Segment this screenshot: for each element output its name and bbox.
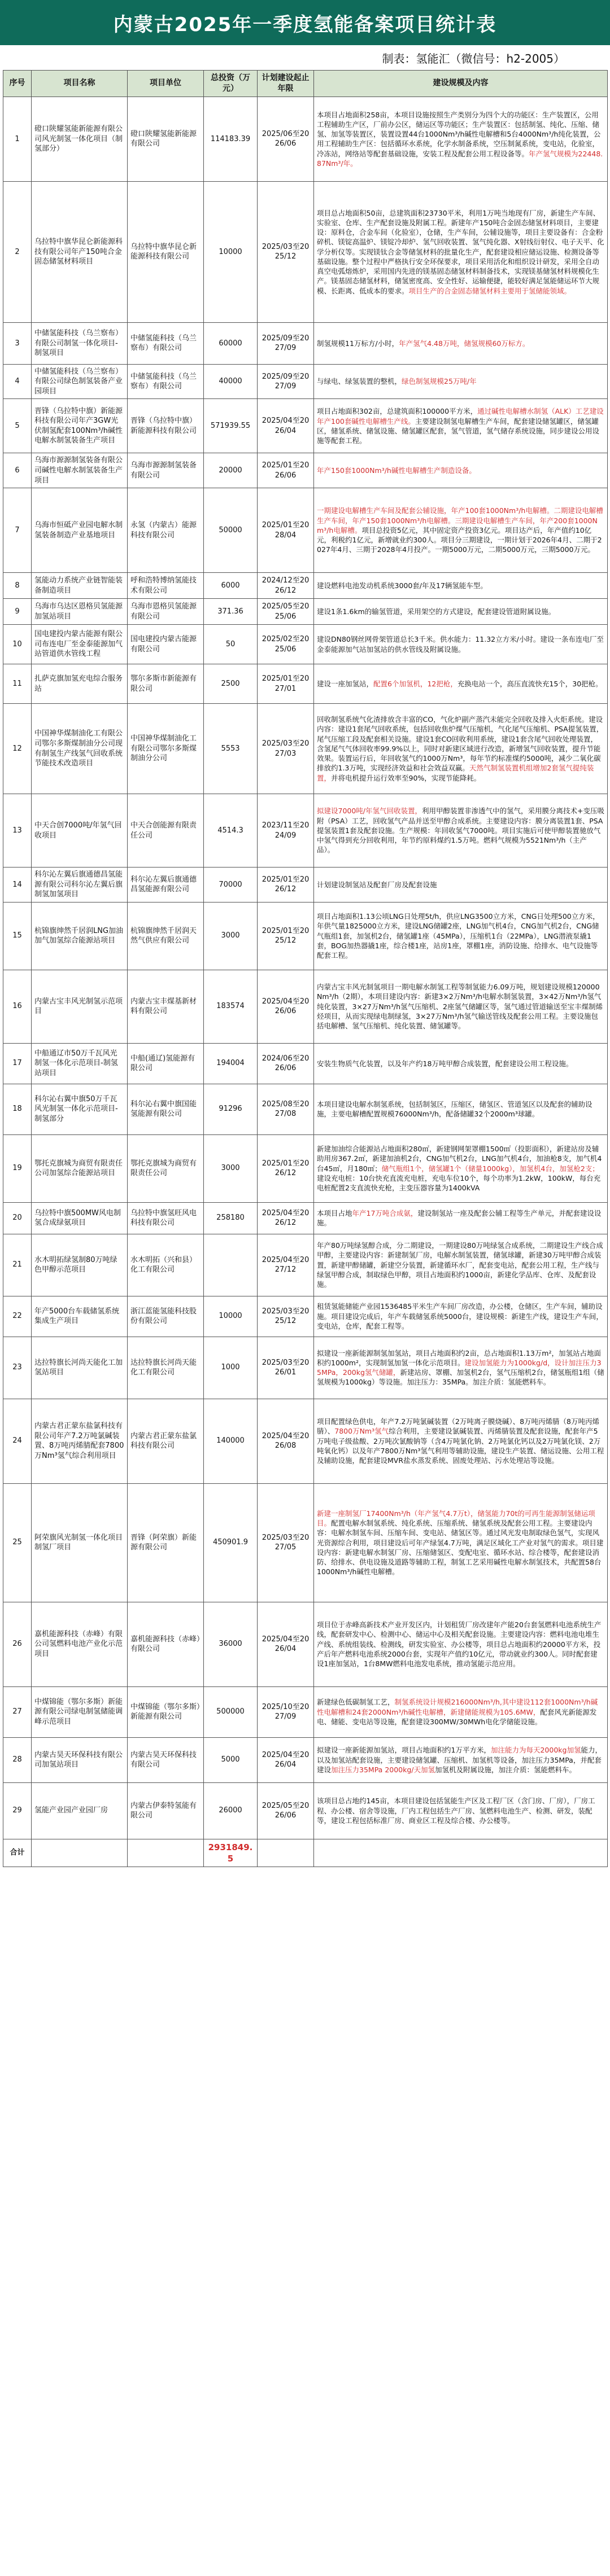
cell-project-name: 嘉机能源科技（赤峰）有限公司氢燃料电池产业化示范项目	[32, 1602, 128, 1686]
cell-period: 2025/03至2025/12	[258, 181, 314, 322]
cell-no: 25	[3, 1483, 32, 1602]
cell-project-name: 乌拉特中旗500MW风电制氢合成绿氨项目	[32, 1202, 128, 1234]
cell-investment: 194004	[204, 1043, 258, 1084]
cell-project-name: 中国神华煤制油化工有限公司鄂尔多斯煤制油分公司现有制氢生产线氢气回收系统节能技术改造项目	[32, 704, 128, 794]
scope-text: 主要建设制氢电解槽生产车间，配套建设储氢罐区，储氢罐区，储氢系统、储氢设施、储氢罐区配套，氢气管道，氢气储存系统设施，同步建设公用设施等配套工程。	[317, 417, 600, 445]
cell-investment: 114183.39	[204, 97, 258, 181]
cell-investment: 26000	[204, 1782, 258, 1839]
header-name: 项目名称	[32, 71, 128, 97]
cell-project-unit: 内蒙古昊天环保科技有限公司	[128, 1737, 204, 1782]
scope-text: 利用甲醇装置非渗透气中的氢气，采用膜分离技术+变压吸附（PSA）工艺，回收氢气产品并送至甲醇合成系统。主要建设内容：膜分离装置1套、PSA提氢装置1套及配套设施。生产规模：年回收氢气7000吨。项目实施后可使甲醇装置驰放气中氢气得到充分回收利用，年节约原料煤约1.5万吨。燃料气规模为5521Nm³/h（主产品）。	[317, 807, 605, 855]
cell-no: 29	[3, 1782, 32, 1839]
scope-text: 并将电机提升运行效率至90%，实现节能降耗。	[331, 773, 481, 782]
cell-project-unit: 呼和浩特博纳氢能技术有限公司	[128, 573, 204, 599]
cell-project-unit: 中储氢能科技（乌兰察布）有限公司	[128, 364, 204, 399]
cell-project-unit: 乌海市恩格贝氢能源有限公司	[128, 599, 204, 625]
cell-scope	[314, 1084, 608, 1134]
cell-no: 16	[3, 970, 32, 1043]
cell-project-unit: 科尔沁右翼中旗国能氢能源有限公司	[128, 1084, 204, 1134]
cell-project-name: 中煤锦能（鄂尔多斯）新能源有限公司绿电制氢储能调峰示范项目	[32, 1686, 128, 1737]
cell-no: 24	[3, 1399, 32, 1483]
cell-period: 2025/04至2026/12	[258, 1202, 314, 1234]
scope-highlight: 制氢系统设计规模216000Nm³/h,其中建设112套1000Nm³/h碱性电解槽和24套2000Nm³/h碱性电解槽，新建储能规模为105.6MW，	[317, 1698, 598, 1716]
cell-project-unit: 晋锋（乌拉特中旗）新能源科技有限公司	[128, 399, 204, 453]
scope-text: 年产80万吨绿氢醇合成，分二期建设，一期建设80万吨绿氢合成系统，二期建设生产线合成甲醇，主要建设内容：新建制氢厂房，电解水制氢装置，储氢球罐，新建30万吨甲醇合成装置，新建甲醇储罐，新建空分装置，新建循环水厂，配套变电站，配套公用工程，生产线与绿氢甲醇合成，制取绿色甲醇，项目占地面积约1000亩，新建化学品库、仓库、及配套设施。	[317, 1241, 603, 1289]
scope-highlight: 新建一座制氢厂17400Nm³/h（年产氢气4.7万t），储氢能力70t的可再生能源制氢储运项目。	[317, 1509, 595, 1528]
scope-text: 能力，以及加氢站配套设施，主要建设储氢罐、压缩机、加氢机等设备，加注压力35MPa，并配套建设	[317, 1746, 602, 1774]
cell-project-unit: 内蒙古君正蒙东盐氯科技有限公司	[128, 1399, 204, 1483]
cell-project-name: 氢能产业园产业园厂房	[32, 1782, 128, 1839]
scope-text: 与绿电、绿氢装置的整机，	[317, 377, 402, 386]
scope-text: 新建站房、罩棚、加氢机2台，氢气压缩机2台，储氢瓶组1组（储氢规模为1000kg）等设施。加注压力：35MPa。加注介质：氢能燃料车。	[317, 1368, 604, 1387]
cell-period: 2023/11至2024/09	[258, 794, 314, 868]
cell-no: 10	[3, 625, 32, 664]
cell-period: 2025/01至2028/04	[258, 488, 314, 573]
total-row	[3, 1839, 608, 1867]
cell-project-name: 杭锦旗绅然千居润LNG加油加气加氢综合能源站项目	[32, 902, 128, 970]
scope-text: 回收制氢系统气化渣排放含丰富的CO，气化炉副产蒸汽未能完全回收及排入火炬系统。建设内容：建设1套尾气回收系统，包括回收焦炉煤气压缩机，气化尾气压缩机、PSA提氢装置，尾气压缩工段及配套相关设施。建设1套CO回收利用系统，建设1套含尾气回收处理装置，含氢尾气气体回收率99.9%以上，同时对新建区域进行改造，新增氢气回收装置，提升节能效果。装置运行后，年回收氢气约1000万Nm³，每年节约标准煤约5000吨，减少二氧化碳排放约1.3万吨，实现经济效益和社会效益双赢。	[317, 715, 604, 773]
cell-project-unit: 杭锦旗绅然千居润天然气供应有限公司	[128, 902, 204, 970]
cell-project-name: 年产5000台车载储氢系统集成生产项目	[32, 1296, 128, 1337]
cell-project-unit: 水木明拓（兴和县）化工有限公司	[128, 1234, 204, 1296]
cell-project-name: 氢能动力系统产业链智能装备制造项目	[32, 573, 128, 599]
cell-scope	[314, 97, 608, 181]
scope-text: 租赁氢能储能产业园1536485平米生产车间厂房改造，办公楼，仓储区，生产车间，辅助设施。项目建设完成后，年产车载储氢系统5000台，建设规模：新建生产线，建设生产车间，变电站，仓库，配套工程等。	[317, 1302, 603, 1330]
table-row	[3, 1602, 608, 1686]
cell-scope	[314, 902, 608, 970]
cell-period: 2025/01至2026/12	[258, 868, 314, 903]
scope-highlight: 建设加氢能力为1000kg/d，设计加注压力35MPa，200kg氢气储罐，	[317, 1358, 602, 1377]
table-row	[3, 794, 608, 868]
scope-text: 建设燃料电池发动机系统3000套/年及17辆氢能车型。	[317, 581, 487, 590]
scope-text: 加氢机及附属设施，加注介质：氢能燃料车。	[435, 1765, 577, 1774]
cell-scope	[314, 1043, 608, 1084]
cell-period: 2025/05至2025/06	[258, 599, 314, 625]
table-row	[3, 364, 608, 399]
cell-period: 2025/03至2025/12	[258, 1296, 314, 1337]
cell-project-name: 阿荣旗风光制氢一体化项目制氢厂项目	[32, 1483, 128, 1602]
cell-investment: 60000	[204, 322, 258, 364]
cell-scope	[314, 970, 608, 1043]
cell-project-unit: 科尔沁左翼后旗通德昌氢能源有限公司	[128, 868, 204, 903]
cell-project-name: 内蒙古昊天环保科技有限公司加氢站项目	[32, 1737, 128, 1782]
cell-scope	[314, 573, 608, 599]
scope-highlight: 加注能力为每天2000kg加氢	[490, 1746, 581, 1755]
scope-text: 新建加油综合能源站占地面积280㎡，新建钢网架罩棚1500㎡（投影面积），新建站房及辅助用房367.2㎡，新建加油机2台，CNG加气机2台，LNG加气机4台，加油枪8支，加气机4台45㎡，月180㎡；	[317, 1145, 602, 1173]
cell-project-unit: 乌拉特中旗氢旺风电科技有限公司	[128, 1202, 204, 1234]
cell-project-name: 乌海市源源制氢装备有限公司碱性电解水制氢装备生产项目	[32, 453, 128, 488]
table-row	[3, 1134, 608, 1202]
cell-no: 2	[3, 181, 32, 322]
cell-no: 15	[3, 902, 32, 970]
cell-investment: 450901.9	[204, 1483, 258, 1602]
scope-text: 新建绿色低碳制氢工艺，	[317, 1698, 395, 1707]
cell-no: 22	[3, 1296, 32, 1337]
cell-no: 13	[3, 794, 32, 868]
cell-no: 27	[3, 1686, 32, 1737]
total-empty-cell	[128, 1839, 204, 1867]
cell-period: 2025/10至2027/09	[258, 1686, 314, 1737]
cell-project-name: 达拉特旗长河尚天能化工加氢站项目	[32, 1337, 128, 1399]
cell-project-unit: 晋锋（阿荣旗）新能源有限公司	[128, 1483, 204, 1602]
table-row	[3, 704, 608, 794]
cell-period: 2025/04至2026/08	[258, 1399, 314, 1483]
cell-period: 2025/04至2026/04	[258, 399, 314, 453]
cell-investment: 50	[204, 625, 258, 664]
cell-period: 2025/03至2027/03	[258, 704, 314, 794]
cell-scope	[314, 625, 608, 664]
table-row	[3, 1084, 608, 1134]
table-row	[3, 1234, 608, 1296]
cell-scope	[314, 1686, 608, 1737]
cell-period: 2025/05至2026/06	[258, 1782, 314, 1839]
scope-text: 项目占地面积302亩，总建筑面积100000平方米，	[317, 407, 478, 416]
cell-period: 2025/03至2027/05	[258, 1483, 314, 1602]
cell-period: 2025/06至2026/06	[258, 97, 314, 181]
scope-text: 项目总投资5亿元，其中固定资产投资3亿元。项目达产后，年产值约10亿元，利税约1亿元，新增就业约300人。项目分三期建设，一期计划于2026年4月、二期于2027年4月、三期于2028年4月投产。一期5000万元，二期5000万元，三期5000万元。	[317, 525, 602, 554]
cell-scope	[314, 599, 608, 625]
cell-investment: 5553	[204, 704, 258, 794]
cell-project-unit: 乌海市源源制氢装备有限公司	[128, 453, 204, 488]
cell-investment: 5000	[204, 1737, 258, 1782]
cell-investment: 36000	[204, 1602, 258, 1686]
scope-highlight: 7800万Nm³氢气	[334, 1427, 389, 1436]
table-row	[3, 1782, 608, 1839]
cell-project-unit: 内蒙古伊泰特氢能有限公司	[128, 1782, 204, 1839]
total-value: 2931849.5	[204, 1839, 258, 1867]
cell-scope	[314, 1234, 608, 1296]
cell-investment: 10000	[204, 181, 258, 322]
cell-no: 5	[3, 399, 32, 453]
cell-period: 2025/01至2027/01	[258, 664, 314, 704]
cell-project-name: 水木明拓绿氢制80万吨绿色甲醇示范项目	[32, 1234, 128, 1296]
cell-project-name: 中储氢能科技（乌兰察布）有限公司制氢一体化项目-制氢项目	[32, 322, 128, 364]
scope-text: 项目占地面积1.13公顷LNG日处理5t/h，供应LNG3500立方米，CNG日处理500立方米，年供气量1825000立方米，建设LNG储罐2座，LNG加气机4台，CNG加气机2台，CNG储气瓶组1套，加氢机2台，储氢罐1座（45MPa），压缩机1台（22MPa），LNG潜液泵撬1套，BOG加热器撬1座，综合楼1座，站房1座，罩棚1座，消防设施、给排水、电气设施等配套工程。	[317, 912, 600, 960]
cell-period: 2025/02至2025/06	[258, 625, 314, 664]
cell-investment: 6000	[204, 573, 258, 599]
page-title: 内蒙古2025年一季度氢能备案项目统计表	[0, 0, 610, 45]
cell-project-name: 科尔沁右翼中旗50万千瓦风光制氢一体化示范项目-制氢部分	[32, 1084, 128, 1134]
cell-scope	[314, 1399, 608, 1483]
table-row	[3, 1399, 608, 1483]
cell-investment: 10000	[204, 1296, 258, 1337]
scope-highlight: 配置6个加氢机，12把枪，	[373, 679, 457, 688]
table-row	[3, 1296, 608, 1337]
cell-investment: 91296	[204, 1084, 258, 1134]
table-row	[3, 1686, 608, 1737]
scope-text: 本项目占地面积258亩，本项目设施按照生产类别分为四个大的功能区：生产装置区，公用工程辅助生产区，厂前办公区，储运区等功能区；生产装置区：包括制氢、纯化、压缩、储氢、加氢等装置区，装置设置44台1000Nm³/h碱性电解槽和5台4000Nm³/h纯化装置，公用工程辅助生产区：包括循环水系统，化学水制备系统，空压制氮系统，变电站，化验室，冷冻站，网络站等配套基础设施，安装工程及配套公用工程设备等。	[317, 110, 601, 158]
scope-text: 建设充电桩：10台快充直流充电桩，充电车位10个，每个功率为1.2kW，100kW，每台充电桩配置2支直流快充枪，主变压器容量为1400kVA	[317, 1173, 601, 1193]
cell-scope	[314, 1296, 608, 1337]
cell-project-name: 国电建投内蒙古能源有限公司布连电厂至金泰能源加气站管道供水管线工程	[32, 625, 128, 664]
cell-project-unit: 嘉机能源科技（赤峰）有限公司	[128, 1602, 204, 1686]
table-row	[3, 399, 608, 453]
scope-text: 本项目建设电解水制氢系统，包括制氢区，压缩区，储氢区、管道氢区以及配套的辅助设施，主要电解槽配置规模76000Nm³/h，配备储罐32个2000m³球罐。	[317, 1099, 592, 1119]
cell-project-name: 乌海市乌达区恩格贝氢能源加氢站项目	[32, 599, 128, 625]
cell-scope	[314, 1737, 608, 1782]
cell-period: 2025/01至2026/12	[258, 1134, 314, 1202]
cell-no: 3	[3, 322, 32, 364]
cell-investment: 371.36	[204, 599, 258, 625]
cell-investment: 20000	[204, 453, 258, 488]
cell-no: 8	[3, 573, 32, 599]
cell-project-unit: 国电建投内蒙古能源有限公司	[128, 625, 204, 664]
cell-project-unit: 中煤锦能（鄂尔多斯）新能源有限公司	[128, 1686, 204, 1737]
cell-period: 2025/08至2027/08	[258, 1084, 314, 1134]
scope-text: 本项目占地	[317, 1208, 352, 1217]
cell-period: 2025/03至2026/01	[258, 1337, 314, 1399]
project-table	[3, 70, 608, 1867]
cell-investment: 1000	[204, 1337, 258, 1399]
cell-scope	[314, 1202, 608, 1234]
scope-text: 充换电站一个，高压直流快充15个，30把枪。	[457, 679, 603, 688]
table-row	[3, 1737, 608, 1782]
table-row	[3, 1483, 608, 1602]
cell-scope	[314, 364, 608, 399]
cell-investment: 3000	[204, 1134, 258, 1202]
scope-text: 拟建设一座新能源制氢加氢站，项目占地面积约2亩，总占地面积1.13万m²，加氢站占地面积约1000m²，实现制氢加氢一体化示范项目。	[317, 1348, 601, 1367]
scope-text: 综合利用，主要建设氯碱装置、丙烯腈装置及配套设施，配套年产5万吨电子级盐酸、2万吨次氯酸钠等（含4万吨氯化钠、2万吨氯化钙以及2万吨氯化镁、2万吨氧化钙）以及年产7800万Nm³氢气利用等辅助设施，建设生产装置、储运设施、公用工程及辅助设施，配套建设MVR盐水蒸发系统、固废处理站、污水处理站等设施。	[317, 1427, 604, 1465]
cell-scope	[314, 322, 608, 364]
table-author: 制表：氢能汇（微信号：h2-2005）	[382, 51, 565, 65]
cell-investment	[204, 1234, 258, 1296]
scope-highlight: 天然气制氢装置机组增加2套氢气提纯装置，	[317, 764, 594, 782]
scope-text: 该项目总占地约145亩，本项目建设包括氢能生产区及工程厂区（含门房、厂房），厂房工程、办公楼、宿舍等设施，厂内工程包括生产厂房、氢燃料电池生产、检测、研发，装配等，建设工程包括标准厂房、商业区工程及综合楼、办公楼等。	[317, 1797, 595, 1825]
scope-highlight: 项目生产的合金固态储氢材料主要用于氢储能领域。	[408, 286, 572, 295]
table-row	[3, 902, 608, 970]
cell-project-name: 中天合创7000吨/年氢气回收项目	[32, 794, 128, 868]
cell-period: 2025/04至2026/06	[258, 970, 314, 1043]
cell-no: 17	[3, 1043, 32, 1084]
cell-project-unit: 中储氢能科技（乌兰察布）有限公司	[128, 322, 204, 364]
table-row	[3, 97, 608, 181]
cell-investment: 500000	[204, 1686, 258, 1737]
cell-investment: 258180	[204, 1202, 258, 1234]
cell-period: 2025/01至2026/06	[258, 453, 314, 488]
cell-no: 26	[3, 1602, 32, 1686]
scope-highlight: 加注压力35MPa 2000kg/天加氢	[331, 1765, 435, 1774]
scope-text: 建设一座加氢站，	[317, 679, 374, 688]
cell-investment: 2500	[204, 664, 258, 704]
cell-investment: 140000	[204, 1399, 258, 1483]
scope-highlight: 一期建设电解槽生产车间及配套公辅设施，年产100套1000Nm³/h电解槽。二期建设电解槽生产车间，年产150套1000Nm³/h电解槽。三期建设电解槽生产车间，年产200套1000Nm³/h电解槽。	[317, 506, 603, 535]
cell-no: 4	[3, 364, 32, 399]
table-row	[3, 868, 608, 903]
scope-highlight: 年产氢气规模为22448.87Nm³/年。	[317, 149, 603, 168]
cell-project-name: 扎萨克旗加氢充电综合服务站	[32, 664, 128, 704]
cell-no: 1	[3, 97, 32, 181]
table-row	[3, 599, 608, 625]
scope-text: 项目总占地面积50亩，总建筑面积23730平米，利用1万吨当地现有厂房，新建生产车间、实验室、仓库、生产配套设施及附属工程。新建年产150吨合金固态储氢材料项目，主要建设：原料仓，合金车间（化验室），仓储，生产车间，公辅设施等，项目主要设备有：合金粉碎机、镁锭高温炉、镁锭冷却炉、氢气回收装置、氢气纯化器、X射线衍射仪、电子天平、化学分析仪等。实现镁钛合金等储氢材料的批量化生产，配套建设相应储运设施、检测设备等基础设施。整个过程中严格执行安全环保要求，项目采用活化和组织设计研发，采用全自动真空电弧熔炼炉，采用国内先进的镁基固态储氢材料制备技术，实现镁基储氢材料规模化生产。镁基固态储氢材料，储氢密度高、安全性好、运输便捷，能较好满足氢能储运环节大规模、长距离、低成本的要求。	[317, 208, 604, 295]
cell-scope	[314, 868, 608, 903]
scope-highlight: 年产150套1000Nm³/h碱性电解槽生产制造设备。	[317, 466, 476, 475]
scope-highlight: 储气瓶组1个，储氢罐1个（储量1000kg），加氢机4台，加氢枪2支；	[381, 1164, 599, 1173]
cell-period: 2025/04至2027/12	[258, 1234, 314, 1296]
table-row	[3, 181, 608, 322]
table-header-row	[3, 71, 608, 97]
cell-no: 11	[3, 664, 32, 704]
cell-project-unit: 磴口陕耀氢能新能源有限公司	[128, 97, 204, 181]
cell-investment: 571939.55	[204, 399, 258, 453]
cell-project-unit: 鄂尔多斯市新能源有限公司	[128, 664, 204, 704]
cell-no: 23	[3, 1337, 32, 1399]
cell-investment: 70000	[204, 868, 258, 903]
header-scope: 建设规模及内容	[314, 71, 608, 97]
scope-text: 计划建设制氢站及配套厂房及配套设施	[317, 880, 437, 889]
cell-project-unit: 浙江蓝能氢能科技股份有限公司	[128, 1296, 204, 1337]
scope-text: 项目配置绿色供电，年产7.2万吨氯碱装置（2万吨离子膜烧碱）、8万吨丙烯腈（8万吨丙烯腈）、	[317, 1417, 599, 1436]
total-empty-cell	[314, 1839, 608, 1867]
cell-scope	[314, 664, 608, 704]
scope-text: 配套风光新能源发电、储能、变电站等设施，配套建设300MW/30MWh电化学储能设施。	[317, 1707, 597, 1726]
cell-investment: 3000	[204, 902, 258, 970]
table-row	[3, 1043, 608, 1084]
cell-no: 9	[3, 599, 32, 625]
scope-highlight: 绿色制氢规模25万吨/年	[402, 377, 477, 386]
table-row	[3, 970, 608, 1043]
cell-period: 2025/04至2026/04	[258, 1602, 314, 1686]
header-period: 计划建设起止年限	[258, 71, 314, 97]
cell-project-name: 鄂托克旗城为商贸有限责任公司加氢综合能源站项目	[32, 1134, 128, 1202]
total-empty-cell	[258, 1839, 314, 1867]
scope-text: 安装生物质气化装置，以及年产约18万吨甲醇合成装置，配套建设公用工程设施。	[317, 1059, 573, 1068]
table-row	[3, 664, 608, 704]
scope-highlight: 通过碱性电解槽水制氢（ALK）工艺建设年产100套碱性电解槽生产线。	[317, 407, 604, 426]
cell-no: 6	[3, 453, 32, 488]
cell-project-name: 乌海市恒砥产业园电解水制氢装备制造产业基地项目	[32, 488, 128, 573]
total-label: 合计	[3, 1839, 32, 1867]
table-row	[3, 1337, 608, 1399]
cell-project-name: 乌拉特中旗华昆仑新能源科技有限公司年产150吨合金固态储氢材料项目	[32, 181, 128, 322]
cell-period: 2024/12至2026/12	[258, 573, 314, 599]
cell-no: 20	[3, 1202, 32, 1234]
cell-project-unit: 达拉特旗长河尚天能化工有限公司	[128, 1337, 204, 1399]
scope-highlight: 年产氢气4.48万吨，储氢规模60万标方。	[399, 339, 530, 348]
scope-text: 配置电解水制氢系统、纯化系统、压缩系统、储氢系统及配套公用工程。主要建设内容：电解水制氢车间、压缩车间、变电站、储氢区等。通过风光发电制取绿色氢气，实现风光资源综合利用，项目建设后可年产绿氢4.7万吨，满足区域化工产业对氢气的需求。项目建设内容：新建电解水制氢厂房、压缩储氢区、变配电室、循环水站、综合楼等，配套建设消防、给排水、供电设施及道路等辅助工程，制氢工艺采用碱性电解水制氢技术，共配置58台1000Nm³/h碱性电解槽。	[317, 1519, 604, 1576]
cell-no: 18	[3, 1084, 32, 1134]
cell-investment: 40000	[204, 364, 258, 399]
cell-period: 2025/04至2026/04	[258, 1737, 314, 1782]
cell-period: 2025/09至2027/09	[258, 364, 314, 399]
cell-project-name: 磴口陕耀氢能新能源有限公司风光制氢一体化项目（制氢部分）	[32, 97, 128, 181]
cell-scope	[314, 488, 608, 573]
cell-project-unit: 鄂托克旗城为商贸有限责任公司	[128, 1134, 204, 1202]
cell-project-name: 科尔沁左翼后旗通德昌氢能源有限公司科尔沁左翼后旗制氢加氢项目	[32, 868, 128, 903]
cell-project-name: 晋锋（乌拉特中旗）新能源科技有限公司年产3GW光伏制氢配套100Nm³/h碱性电解水制氢装备生产项目	[32, 399, 128, 453]
cell-project-unit: 永氢（内蒙古）能源科技有限公司	[128, 488, 204, 573]
scope-text: 内蒙古宝丰风光制氢项目一期电解水制氢工程等制氢能力6.09万吨，规划建设规模120000Nm³/h（2期），本项目建设内容：新建3×2万Nm³/h电解水制氢装置，3×42万Nm³/h氢气纯化装置，3×27万Nm³/h氢气压缩机、2座氢气储罐区等，氢气通过管道输送至宝丰煤制烯烃项目，从而实现绿电制绿氢，3×27万Nm³/h氢气输送管线及配套公用工程。主要设施包括电解槽、氢气压缩机、纯化装置、储氢罐等。	[317, 983, 603, 1031]
scope-text: 建设制氢站一座及配套公辅工程等生产单元，并配套建设设施。	[317, 1208, 602, 1228]
table-row	[3, 322, 608, 364]
cell-scope	[314, 1337, 608, 1399]
header-unit: 项目单位	[128, 71, 204, 97]
cell-project-name: 内蒙古君正蒙东盐氯科技有限公司年产7.2万吨氯碱装置、8万吨丙烯腈配套7800万Nm³氢气综合利用项目	[32, 1399, 128, 1483]
cell-investment: 50000	[204, 488, 258, 573]
cell-scope	[314, 1134, 608, 1202]
table-row	[3, 625, 608, 664]
cell-project-unit: 中船(通辽)氢能源有限公司	[128, 1043, 204, 1084]
cell-no: 28	[3, 1737, 32, 1782]
cell-period: 2025/01至2025/12	[258, 902, 314, 970]
cell-no: 19	[3, 1134, 32, 1202]
scope-text: 拟建设一座新能源加氢站，项目占地面积约1万平方米，	[317, 1746, 491, 1755]
cell-scope	[314, 399, 608, 453]
cell-scope	[314, 1483, 608, 1602]
table-row	[3, 1202, 608, 1234]
cell-no: 7	[3, 488, 32, 573]
cell-project-unit: 内蒙古宝丰煤基新材料有限公司	[128, 970, 204, 1043]
cell-period: 2025/09至2027/09	[258, 322, 314, 364]
cell-investment: 4514.3	[204, 794, 258, 868]
cell-project-name: 内蒙古宝丰风光制氢示范项目	[32, 970, 128, 1043]
scope-text: 项目位于赤峰高新技术产业开发区内，计划租赁厂房改建年产能20台套氢燃料电池系统生产线，配套研发中心、检测中心、储运中心及相关配套设施。主要建设内容：燃料电池电堆生产线、系统组装线、检测线，研发实验室、办公楼等，项目总占地面积约20000平方米，投产后年产燃料电池系统2000台套，实现年产值约10亿元，带动就业约300人。同时配套建设1座加氢站，1台8MW燃料电池发电系统，推动氢能示范应用。	[317, 1620, 602, 1668]
scope-text: 建设1条1.6km的输氢管道，采用架空的方式建设，配套建设管道附属设施。	[317, 607, 556, 616]
cell-scope	[314, 1602, 608, 1686]
cell-scope	[314, 794, 608, 868]
cell-project-unit: 中天合创能源有限责任公司	[128, 794, 204, 868]
cell-scope	[314, 1782, 608, 1839]
cell-project-unit: 乌拉特中旗华昆仑新能源科技有限公司	[128, 181, 204, 322]
cell-no: 14	[3, 868, 32, 903]
total-empty-cell	[32, 1839, 128, 1867]
cell-scope	[314, 181, 608, 322]
cell-scope	[314, 704, 608, 794]
table-row	[3, 573, 608, 599]
cell-project-name: 中储氢能科技（乌兰察布）有限公司绿色制氢装备产业园项目	[32, 364, 128, 399]
header-invest: 总投资（万元）	[204, 71, 258, 97]
table-row	[3, 488, 608, 573]
cell-period: 2024/06至2026/06	[258, 1043, 314, 1084]
scope-highlight: 拟建设7000吨/年氢气回收装置，	[317, 807, 422, 816]
header-no: 序号	[3, 71, 32, 97]
scope-text: 建设DN80钢丝网骨架管道总长3千米。供水能力：11.32立方米/小时。建设一条布连电厂至金泰能源加气站加氢站的供水管线及附属设施。	[317, 635, 604, 654]
cell-scope	[314, 453, 608, 488]
table-row	[3, 453, 608, 488]
cell-project-name: 中船通辽市50万千瓦风光制氢一体化示范项目-制氢站项目	[32, 1043, 128, 1084]
scope-text: 制氢规模11万标方/小时，	[317, 339, 399, 348]
scope-highlight: 年产17万吨合成氨，	[352, 1208, 418, 1217]
cell-investment: 183574	[204, 970, 258, 1043]
cell-project-unit: 中国神华煤制油化工有限公司鄂尔多斯煤制油分公司	[128, 704, 204, 794]
cell-no: 12	[3, 704, 32, 794]
cell-no: 21	[3, 1234, 32, 1296]
